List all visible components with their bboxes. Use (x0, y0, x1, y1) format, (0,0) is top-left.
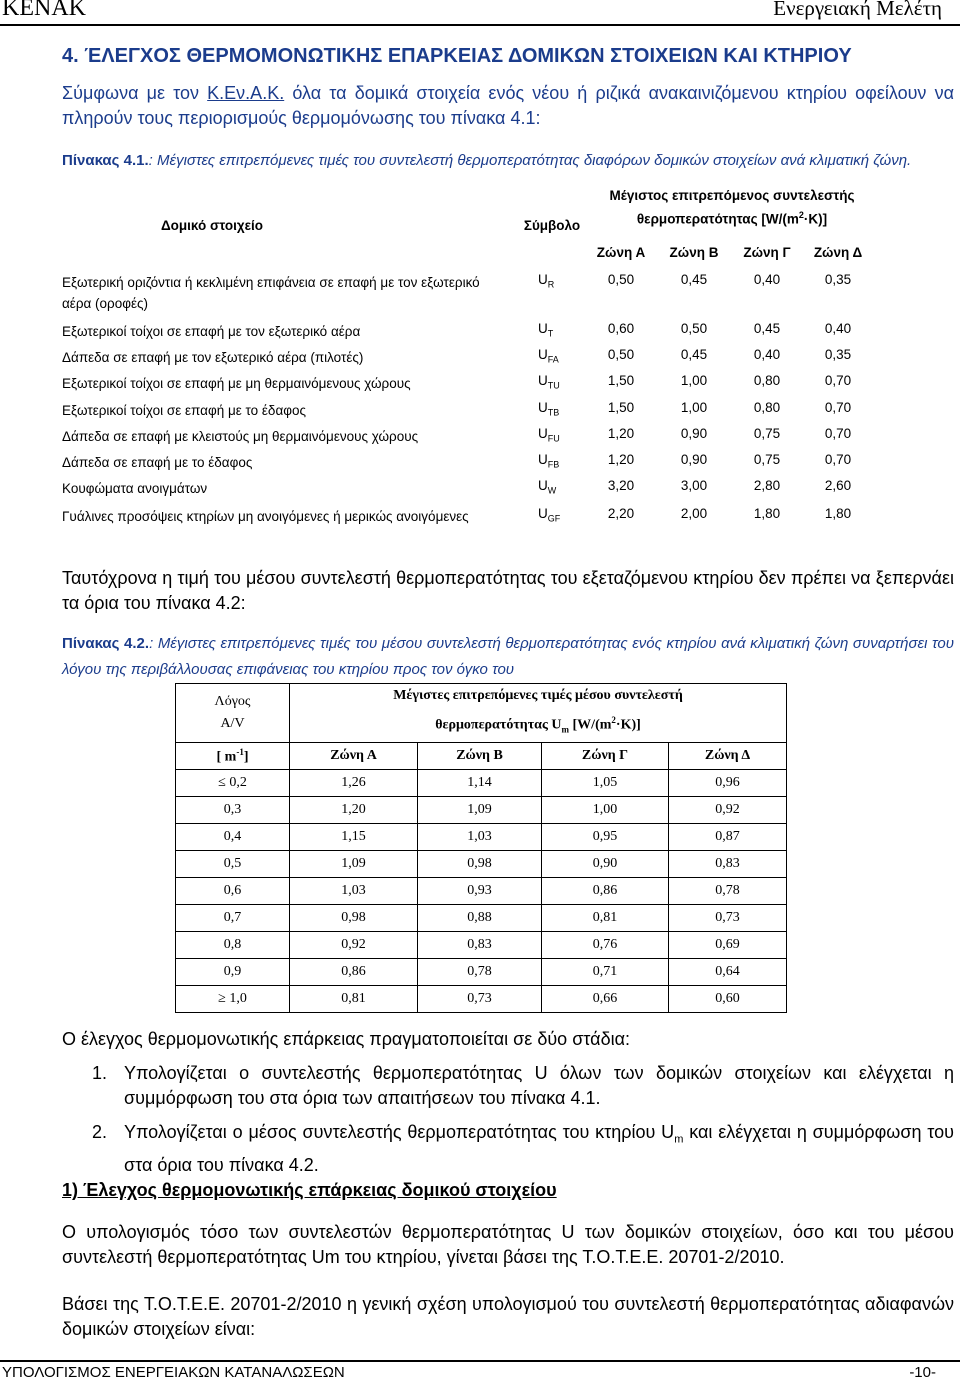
zone-value: 0,70 (824, 426, 852, 441)
ratio-value: ≥ 1,0 (176, 986, 290, 1013)
zone-b: Ζώνη Β (418, 743, 542, 770)
zone-value: 1,50 (607, 373, 635, 388)
zone-value: 0,90 (542, 851, 669, 878)
zone-value: 0,69 (669, 932, 787, 959)
table-4-1-caption (62, 148, 954, 174)
zone-value: 3,20 (607, 478, 635, 493)
zone-value: 2,20 (607, 506, 635, 521)
zone-value: 0,70 (824, 452, 852, 467)
table-row (62, 452, 870, 474)
symbol: $U_R$ (538, 272, 555, 290)
zone-value: 0,40 (753, 272, 781, 287)
zone-header-row (176, 743, 787, 770)
zone-value: 0,75 (753, 452, 781, 467)
symbol: $U_T$ (538, 321, 554, 339)
table-4-2-caption (62, 631, 954, 683)
zone-value: 0,50 (607, 272, 635, 287)
ratio-header: Λόγος A/V (176, 684, 290, 743)
zone-value: 0,90 (680, 426, 708, 441)
element-name: Γυάλινες προσόψεις κτηρίων μη ανοιγόμενες ή μερικώς ανοιγόμενες (62, 509, 469, 524)
symbol: $U_{TU}$ (538, 373, 560, 391)
zone-a: Ζώνη Α (290, 743, 418, 770)
zone-value: 0,88 (418, 905, 542, 932)
header-element: Δομικό στοιχείο (160, 218, 264, 233)
page-number: -10- (909, 1364, 936, 1381)
zone-value: 1,20 (290, 797, 418, 824)
zone-value: 2,80 (753, 478, 781, 493)
zone-value: 0,35 (824, 272, 852, 287)
zone-value: 0,80 (753, 400, 781, 415)
caption-text: : Μέγιστες επιτρεπόμενες τιμές του συντελεστή θερμοπερατότητας διαφόρων δομικών στοιχείων ανά κλιματική ζώνη. (148, 152, 912, 169)
header-max-line2: θερμοπερατότητας $[W/(m^2\cdot K)]$ (636, 210, 828, 227)
table-row (62, 321, 870, 343)
zone-value: 0,81 (290, 986, 418, 1013)
footer-left: ΥΠΟΛΟΓΙΣΜΟΣ ΕΝΕΡΓΕΙΑΚΩΝ ΚΑΤΑΝΑΛΩΣΕΩΝ (2, 1364, 345, 1381)
calc-paragraph: Ο υπολογισμός τόσο των συντελεστών θερμοπερατότητας U των δομικών στοιχείων, όσο και του μέσου συντελεστή θερμοπερατότητας Um του κτηρίου, γίνεται βάσει της Τ.Ο.Τ.Ε.Ε. 20701-2/2010. (62, 1222, 954, 1267)
element-name: Εξωτερική οριζόντια ή κεκλιμένη επιφάνεια σε επαφή με τον εξωτερικό αέρα (οροφές) (62, 275, 480, 311)
zone-value: 0,90 (680, 452, 708, 467)
basis-paragraph: Βάσει της Τ.Ο.Τ.Ε.Ε. 20701-2/2010 η γενική σχέση υπολογισμού του συντελεστή θερμοπερατότητας αδιαφανών δομικών στοιχείων είναι: (62, 1294, 954, 1339)
zone-value: 0,87 (669, 824, 787, 851)
zone-value: 0,92 (669, 797, 787, 824)
zone-value: 0,45 (680, 272, 708, 287)
table-row (176, 905, 787, 932)
table-header-row (176, 684, 787, 743)
zone-value: 0,71 (542, 959, 669, 986)
symbol: $U_{FU}$ (538, 426, 560, 444)
zone-value: 0,76 (542, 932, 669, 959)
ratio-value: 0,3 (176, 797, 290, 824)
zone-value: 1,03 (290, 878, 418, 905)
zone-value: 2,00 (680, 506, 708, 521)
symbol: $U_{GF}$ (538, 506, 561, 524)
zone-value: 2,60 (824, 478, 852, 493)
max-header: Μέγιστες επιτρεπόμενες τιμές μέσου συντελεστή θερμοπερατότητας $U_m$ $[W/(m^2\cdot K)]$ (290, 684, 787, 743)
zone-a: Ζώνη Α (596, 245, 646, 260)
ratio-value: ≤ 0,2 (176, 770, 290, 797)
symbol: $U_{TB}$ (538, 400, 560, 418)
zone-value: 1,50 (607, 400, 635, 415)
zone-value: 0,60 (607, 321, 635, 336)
table-row (62, 478, 870, 500)
table-row (62, 272, 870, 314)
element-name: Κουφώματα ανοιγμάτων (62, 481, 208, 496)
ratio-value: 0,6 (176, 878, 290, 905)
zone-value: 0,40 (753, 347, 781, 362)
kenak-link[interactable]: Κ.Εν.Α.Κ. (207, 83, 285, 103)
intro-rest: όλα τα δομικά στοιχεία ενός νέου ή ριζικά ανακαινιζόμενου κτηρίου οφείλουν να πληρούν τους περιορισμούς θερμομόνωσης του πίνακα 4.1: (62, 83, 954, 128)
zone-value: 1,09 (418, 797, 542, 824)
check-paragraph: Ο έλεγχος θερμομονωτικής επάρκειας πραγματοποιείται σε δύο στάδια: (62, 1029, 630, 1049)
ratio-value: 0,7 (176, 905, 290, 932)
zone-value: 0,66 (542, 986, 669, 1013)
header-max-line1: Μέγιστος επιτρεπόμενος συντελεστής (609, 188, 855, 203)
step-1 (92, 1061, 954, 1111)
zone-value: 1,03 (418, 824, 542, 851)
zone-value: 1,00 (680, 400, 708, 415)
caption-label: Πίνακας 4.1. (62, 152, 149, 169)
step-text: Υπολογίζεται ο μέσος συντελεστής θερμοπερατότητας του κτηρίου $U_m$ και ελέγχεται η συμμόρφωση του στα όρια του πίνακα 4.2. (124, 1122, 955, 1175)
table-row (62, 506, 870, 548)
zone-value: 1,80 (753, 506, 781, 521)
zone-value: 0,96 (669, 770, 787, 797)
zone-value: 0,64 (669, 959, 787, 986)
zone-value: 1,09 (290, 851, 418, 878)
page-footer (0, 1360, 960, 1384)
zone-value: 1,15 (290, 824, 418, 851)
header-symbol: Σύμβολο (523, 218, 581, 233)
zone-value: 0,60 (669, 986, 787, 1013)
zone-value: 0,92 (290, 932, 418, 959)
element-name: Δάπεδα σε επαφή με κλειστούς μη θερμαινόμενους χώρους (62, 429, 419, 444)
zone-value: 0,95 (542, 824, 669, 851)
zone-value: 1,14 (418, 770, 542, 797)
zone-value: 0,73 (418, 986, 542, 1013)
zone-value: 0,83 (418, 932, 542, 959)
zone-value: 1,20 (607, 452, 635, 467)
table-row (62, 400, 870, 422)
element-name: Εξωτερικοί τοίχοι σε επαφή με το έδαφος (62, 403, 307, 418)
zone-value: 0,86 (290, 959, 418, 986)
table-row (176, 770, 787, 797)
intro-prefix: Σύμφωνα με τον (62, 83, 208, 103)
zone-value: 0,80 (753, 373, 781, 388)
zone-value: 0,73 (669, 905, 787, 932)
table-row (176, 932, 787, 959)
table-row (176, 824, 787, 851)
table-row (176, 986, 787, 1013)
table-row (176, 878, 787, 905)
zone-value: 3,00 (680, 478, 708, 493)
zone-value: 0,45 (680, 347, 708, 362)
zone-value: 1,05 (542, 770, 669, 797)
zone-value: 0,50 (607, 347, 635, 362)
step-text: Υπολογίζεται ο συντελεστής θερμοπερατότητας U όλων των δομικών στοιχείων και ελέγχεται η συμμόρφωση του στα όρια των απαιτήσεων του πίνακα 4.1. (124, 1063, 954, 1108)
table-4-2 (175, 683, 787, 1013)
zone-value: 0,35 (824, 347, 852, 362)
zone-c: Ζώνη Γ (743, 245, 791, 260)
element-name: Δάπεδα σε επαφή με τον εξωτερικό αέρα (πιλοτές) (62, 350, 364, 365)
caption-label: Πίνακας 4.2. (62, 635, 150, 652)
step-2 (92, 1120, 955, 1175)
symbol: $U_{FA}$ (538, 347, 559, 365)
zone-value: 0,70 (824, 400, 852, 415)
zone-value: 0,70 (824, 373, 852, 388)
table-row (62, 373, 870, 395)
table-row (176, 959, 787, 986)
zone-value: 0,86 (542, 878, 669, 905)
unit-header: [ $m^{-1}$] (176, 743, 290, 770)
zone-value: 1,20 (607, 426, 635, 441)
header-left: ΚΕΝΑΚ (2, 0, 86, 21)
zone-value: 0,81 (542, 905, 669, 932)
element-name: Εξωτερικοί τοίχοι σε επαφή με τον εξωτερικό αέρα (62, 324, 361, 339)
ratio-value: 0,8 (176, 932, 290, 959)
zone-value: 0,78 (669, 878, 787, 905)
zone-value: 0,45 (753, 321, 781, 336)
zone-d: Ζώνη Δ (669, 743, 787, 770)
zone-value: 0,75 (753, 426, 781, 441)
section-4-heading: 4. ΈΛΕΓΧΟΣ ΘΕΡΜΟΜΟΝΩΤΙΚΗΣ ΕΠΑΡΚΕΙΑΣ ΔΟΜΙΚΩΝ ΣΤΟΙΧΕΙΩΝ ΚΑΙ ΚΤΗΡΙΟΥ (62, 45, 852, 67)
element-name: Δάπεδα σε επαφή με το έδαφος (62, 455, 253, 470)
caption-text: : Μέγιστες επιτρεπόμενες τιμές του μέσου συντελεστή θερμοπερατότητας ενός κτηρίου ανά κλιματική ζώνη συναρτήσει του λόγου της περιβάλλουσας επιφάνειας του κτηρίου προς τον όγκο του (62, 635, 954, 678)
intro-paragraph (62, 81, 954, 131)
zone-b: Ζώνη Β (669, 245, 719, 260)
zone-value: 0,83 (669, 851, 787, 878)
symbol: $U_W$ (538, 478, 557, 496)
zone-d: Ζώνη Δ (813, 245, 863, 260)
symbol: $U_{FB}$ (538, 452, 560, 470)
zone-value: 0,98 (290, 905, 418, 932)
zone-value: 0,40 (824, 321, 852, 336)
zone-value: 1,00 (680, 373, 708, 388)
zone-value: 0,50 (680, 321, 708, 336)
header-right: Ενεργειακή Μελέτη (773, 0, 942, 20)
mean-paragraph: Ταυτόχρονα η τιμή του μέσου συντελεστή θερμοπερατότητας του εξεταζόμενου κτηρίου δεν πρέπει να ξεπερνάει τα όρια του πίνακα 4.2: (62, 568, 954, 613)
step-number: 2. (92, 1122, 108, 1142)
ratio-value: 0,9 (176, 959, 290, 986)
step-number: 1. (92, 1063, 108, 1083)
table-row (176, 797, 787, 824)
page-header (0, 0, 960, 26)
zone-value: 1,80 (824, 506, 852, 521)
ratio-value: 0,5 (176, 851, 290, 878)
ratio-value: 0,4 (176, 824, 290, 851)
table-row (62, 347, 870, 369)
section-1-heading: 1) Έλεγχος θερμομονωτικής επάρκειας δομικού στοιχείου (62, 1180, 557, 1200)
zone-value: 0,78 (418, 959, 542, 986)
zone-value: 1,00 (542, 797, 669, 824)
zone-value: 0,98 (418, 851, 542, 878)
table-row (176, 851, 787, 878)
zone-value: 1,26 (290, 770, 418, 797)
zone-c: Ζώνη Γ (542, 743, 669, 770)
table-row (62, 426, 870, 448)
element-name: Εξωτερικοί τοίχοι σε επαφή με μη θερμαινόμενους χώρους (62, 376, 411, 391)
zone-value: 0,93 (418, 878, 542, 905)
